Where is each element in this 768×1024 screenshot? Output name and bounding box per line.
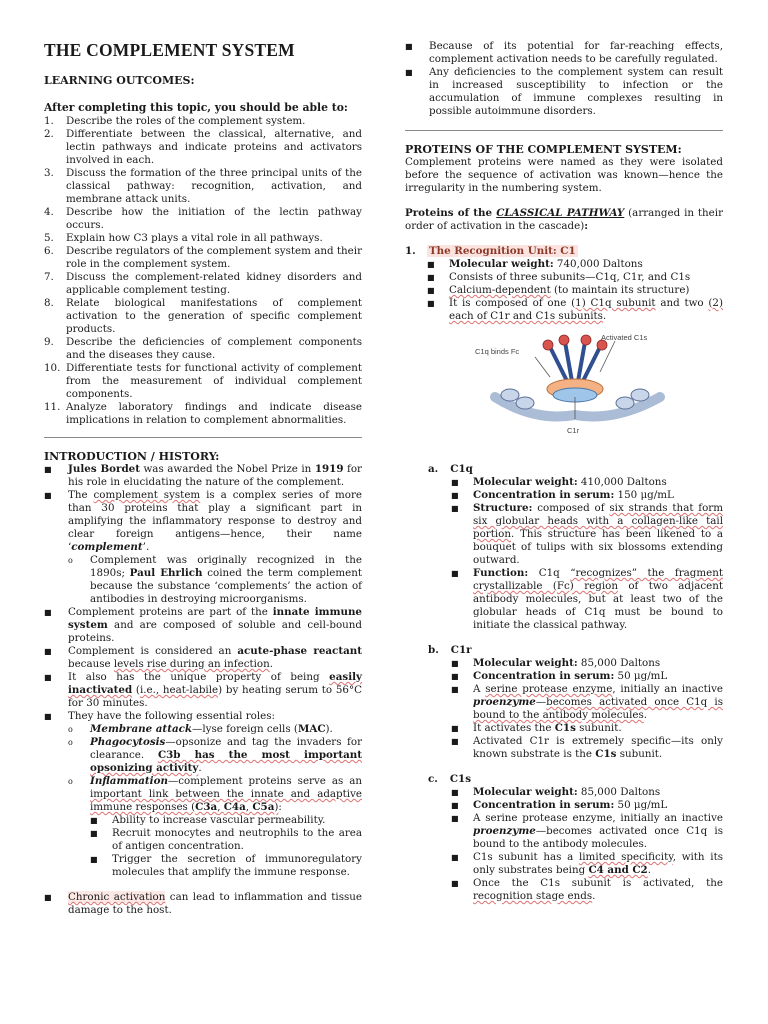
value: 740,000 Daltons [553, 258, 643, 270]
ehrlich-name: Paul Ehrlich [129, 567, 203, 579]
text: : [278, 801, 282, 813]
highlight-complement-system: complement system [93, 489, 201, 501]
term-phagocytosis: Phagocytosis [90, 736, 166, 748]
list-item [451, 722, 723, 735]
list-number: 5. [44, 232, 54, 244]
list-item [68, 554, 362, 606]
subunit-letter: c. [428, 773, 438, 785]
list-item [451, 812, 723, 851]
term-c1s: C1s [554, 722, 576, 734]
text: . [198, 762, 202, 774]
list-item [90, 827, 362, 853]
text: , [245, 801, 253, 813]
list-number: 3. [44, 167, 54, 179]
text: The [68, 489, 94, 501]
text: Complement was originally recognized in the 1890s; [90, 554, 362, 579]
list-number: 9. [44, 336, 54, 348]
square-bullet-icon: ■ [44, 673, 52, 682]
list-item [427, 284, 723, 297]
list-item [451, 786, 723, 799]
text: Ability to increase vascular permeability. [112, 814, 326, 826]
square-bullet-icon: ■ [451, 801, 459, 810]
subunit-name: C1r [450, 644, 472, 656]
value: 85,000 Daltons [577, 786, 661, 798]
left-column [44, 0, 362, 917]
text: subunit. [616, 748, 663, 760]
underlined-text: C4 and C2 [588, 864, 648, 876]
list-item [451, 851, 723, 877]
square-bullet-icon: ■ [90, 855, 98, 864]
recognition-unit-title: The Recognition Unit: C1 [429, 245, 576, 257]
underlined-text: i.e., heat-labile [139, 684, 219, 696]
underlined-text: Calcium-dependent [449, 284, 551, 296]
learning-outcome-text: Differentiate between the classical, alternative, and lectin pathways and indicate proteins and activators involved in each. [66, 128, 362, 166]
text: Because of its potential for far-reaching effects, complement activation needs to be carefully regulated. [429, 40, 723, 65]
learning-outcome-text: Describe the roles of the complement system. [66, 115, 306, 127]
subunit-letter: a. [428, 463, 439, 475]
square-bullet-icon: ■ [405, 42, 413, 51]
list-number: 8. [44, 297, 54, 309]
circle-bullet-icon: o [68, 738, 73, 747]
text: coined the term complement because the substance ‘complements’ the action of antibodies in destroying microorganisms. [90, 567, 362, 605]
learning-outcomes-lead: After completing this topic, you should be able to: [44, 101, 348, 114]
term-complement: complement [71, 541, 143, 553]
subunit-letter: b. [428, 644, 439, 656]
square-bullet-icon: ■ [451, 569, 459, 578]
term-innate-immune: innate immune system [68, 606, 362, 631]
underlined-text: serine protease enzyme [485, 683, 613, 695]
square-bullet-icon: ■ [451, 685, 459, 694]
c1-molecule-figure [475, 327, 675, 457]
list-item [68, 775, 362, 879]
text: Trigger the secretion of immunoregulatory molecules that amplify the immune response. [112, 853, 362, 878]
term-classical-pathway: CLASSICAL PATHWAY [496, 207, 625, 219]
subunit-c1r [428, 644, 723, 761]
text: C1q [528, 567, 571, 579]
square-bullet-icon: ■ [451, 724, 459, 733]
text: It also has the unique property of being [68, 671, 330, 683]
list-item [405, 66, 723, 118]
learning-outcome-item [44, 115, 362, 128]
learning-outcome-item [44, 297, 362, 336]
label: Molecular weight: [473, 476, 578, 488]
list-item [451, 489, 723, 502]
list-item [427, 271, 723, 284]
list-item [44, 891, 362, 917]
learning-outcome-item [44, 271, 362, 297]
figure-label-c1s: Activated C1s [601, 333, 648, 342]
underlined-text: “recognizes” the fragment crystallizable (Fc) region [473, 567, 723, 592]
square-bullet-icon: ■ [427, 260, 435, 269]
text: because [68, 658, 114, 670]
circle-bullet-icon: o [68, 725, 73, 734]
text: . [643, 709, 648, 721]
list-item [451, 502, 723, 567]
learning-outcome-item [44, 362, 362, 401]
underlined-text: six strands that form six globular heads with a collagen-like tail portion [473, 502, 723, 540]
underlined-text [90, 788, 362, 813]
text: A serine protease enzyme, initially an inactive [473, 812, 723, 824]
underlined-text: limited specificity [578, 851, 673, 863]
label: Concentration in serum: [473, 799, 615, 811]
square-bullet-icon: ■ [44, 647, 52, 656]
c1s-list [451, 786, 723, 903]
page-title: THE COMPLEMENT SYSTEM [44, 40, 295, 60]
text: . [647, 864, 651, 876]
term-easily-inactivated: easily inactivated [68, 671, 362, 696]
underlined-text: (2) each of C1r and C1s subunits [449, 297, 723, 322]
square-bullet-icon: ■ [451, 853, 459, 862]
square-bullet-icon: ■ [427, 273, 435, 282]
learning-outcome-item [44, 245, 362, 271]
text: — [535, 696, 547, 708]
square-bullet-icon: ■ [44, 712, 52, 721]
text: It is composed of one [449, 297, 572, 309]
list-number: 6. [44, 245, 54, 257]
text: . This structure has been likened to a bouquet of tulips with six blossoms extending outward. [473, 528, 723, 566]
figure-label-c1r: C1r [567, 426, 580, 435]
text: was awarded the Nobel Prize in [139, 463, 315, 475]
value: 50 μg/mL [614, 670, 668, 682]
term-c4a: C4a [223, 801, 246, 813]
list-number: 10. [44, 362, 61, 374]
section-divider [405, 130, 723, 131]
square-bullet-icon: ■ [451, 504, 459, 513]
text: (arranged in their order of activation in the cascade) [405, 207, 723, 232]
term-proenzyme: proenzyme [473, 696, 536, 708]
term-acute-phase: acute-phase reactant [237, 645, 362, 657]
square-bullet-icon: ■ [451, 788, 459, 797]
text: important link between the innate and adaptive immune responses ( [90, 788, 362, 813]
list-item [451, 735, 723, 761]
list-item [44, 710, 362, 879]
square-bullet-icon: ■ [451, 814, 459, 823]
learning-outcomes-list [44, 115, 362, 427]
text: Once the C1s subunit is activated, the [473, 877, 723, 889]
learning-outcome-item [44, 167, 362, 206]
list-item [427, 297, 723, 323]
list-item [405, 40, 723, 66]
sub-list [68, 554, 362, 606]
term-membrane-attack: Membrane attack [90, 723, 193, 735]
text: —opsonize and tag the invaders for clearance. [90, 736, 362, 761]
learning-outcome-item [44, 336, 362, 362]
list-item [68, 723, 362, 736]
text: Consists of three subunits—C1q, C1r, and C1s [449, 271, 691, 283]
square-bullet-icon: ■ [90, 829, 98, 838]
value: 410,000 Daltons [577, 476, 667, 488]
text: ’. [142, 541, 150, 553]
term-inflammation: Inflammation [90, 775, 168, 787]
text: (to maintain its structure) [550, 284, 690, 296]
underlined-text: (1) C1q subunit [571, 297, 656, 309]
text: subunit. [575, 722, 622, 734]
subunit-name: C1q [450, 463, 473, 475]
text: They have the following essential roles: [68, 710, 275, 722]
text: ) by heating serum to 56°C for 30 minutes. [68, 684, 362, 709]
value: 50 μg/mL [614, 799, 668, 811]
value: 85,000 Daltons [577, 657, 661, 669]
text: ). [325, 723, 333, 735]
learning-outcome-item [44, 401, 362, 427]
square-bullet-icon: ■ [451, 491, 459, 500]
text: , initially an inactive [612, 683, 724, 695]
circle-bullet-icon: o [68, 556, 73, 565]
square-bullet-icon: ■ [427, 286, 435, 295]
label: Molecular weight: [473, 657, 578, 669]
list-number: 11. [44, 401, 61, 413]
square-bullet-icon: ■ [44, 465, 52, 474]
square-bullet-icon: ■ [44, 491, 52, 500]
label: Function: [473, 567, 529, 579]
list-number: 2. [44, 128, 54, 140]
text: Complement is considered an [68, 645, 238, 657]
square-bullet-icon: ■ [451, 672, 459, 681]
text: : [584, 220, 589, 232]
list-item [451, 799, 723, 812]
learning-outcome-text: Describe the deficiencies of complement components and the diseases they cause. [66, 336, 362, 361]
text: —complement proteins serve as an [167, 775, 362, 787]
roles-list [68, 723, 362, 879]
list-item [44, 645, 362, 671]
underlined-text: becomes activated once C1q is bound to the antibody molecules [473, 696, 723, 721]
subunit-c1q [428, 463, 723, 632]
list-item [451, 567, 723, 632]
underlined-text: C3b has the most important opsonizing activity [90, 749, 362, 774]
label: Concentration in serum: [473, 489, 615, 501]
inflammation-sub-list [90, 814, 362, 879]
proteins-heading: PROTEINS OF THE COMPLEMENT SYSTEM: [405, 143, 682, 156]
intro-list [44, 463, 362, 917]
learning-outcome-text: Explain how C3 plays a vital role in all pathways. [66, 232, 323, 244]
c1q-list [451, 476, 723, 632]
square-bullet-icon: ■ [44, 893, 52, 902]
list-item [451, 657, 723, 670]
list-item [451, 670, 723, 683]
text: Recruit monocytes and neutrophils to the area of antigen concentration. [112, 827, 362, 852]
term-c3a: C3a [195, 801, 218, 813]
right-column [405, 0, 723, 903]
text: for his role in elucidating the nature of the complement. [68, 463, 362, 488]
circle-bullet-icon: o [68, 777, 73, 786]
learning-outcome-text: Describe regulators of the complement system and their role in the complement system. [66, 245, 362, 270]
term-c1s: C1s [595, 748, 617, 760]
list-number: 1. [405, 245, 416, 257]
recognition-unit [405, 245, 723, 323]
learning-outcome-text: Relate biological manifestations of complement activation to the generation of specific complement products. [66, 297, 362, 335]
list-item [90, 853, 362, 879]
label: Molecular weight: [473, 786, 578, 798]
label: Molecular weight: [449, 258, 554, 270]
list-number: 7. [44, 271, 54, 283]
learning-outcome-text: Discuss the formation of the three principal units of the classical pathway: recognition, activation, and membrane attack units. [66, 167, 362, 205]
label: Structure: [473, 502, 533, 514]
text: . [602, 310, 607, 322]
learning-outcome-item [44, 206, 362, 232]
regulation-list [405, 40, 723, 118]
list-item [451, 476, 723, 489]
text: Any deficiencies to the complement system can result in increased susceptibility to infection or the accumulation of immune complexes resulting in possible autoimmune disorders. [429, 66, 723, 117]
list-item [451, 877, 723, 903]
term-proenzyme: proenzyme [473, 825, 536, 837]
abbr-mac: MAC [297, 723, 326, 735]
list-item [44, 463, 362, 489]
text: can lead to inflammation and tissue damage to the host. [68, 891, 363, 916]
text: Proteins of the [405, 207, 497, 219]
underlined-text: levels rise during an infection [113, 658, 270, 670]
text: . [269, 658, 274, 670]
list-number: 4. [44, 206, 54, 218]
recognition-unit-list [427, 258, 723, 323]
text: —lyse foreign cells ( [192, 723, 298, 735]
square-bullet-icon: ■ [427, 299, 435, 308]
square-bullet-icon: ■ [405, 68, 413, 77]
figure-label-c1q: C1q binds Fc [475, 347, 520, 356]
text: . [592, 890, 596, 902]
list-item [44, 671, 362, 710]
square-bullet-icon: ■ [451, 879, 459, 888]
learning-outcome-text: Differentiate tests for functional activity of complement from the measurement of individual complement components. [66, 362, 362, 400]
subunit-c1s [428, 773, 723, 903]
square-bullet-icon: ■ [451, 659, 459, 668]
text: of two adjacent antibody molecules, but at least two of the globular heads of C1q must be bound to initiate the classical pathway. [473, 580, 723, 631]
list-item [44, 489, 362, 606]
square-bullet-icon: ■ [451, 478, 459, 487]
text: A [473, 683, 486, 695]
list-item [68, 736, 362, 775]
learning-outcome-text: Analyze laboratory findings and indicate disease implications in relation to complement abnormalities. [66, 401, 362, 426]
list-item [427, 258, 723, 271]
text: It activates the [473, 722, 555, 734]
text: , with its only substrates being [473, 851, 723, 876]
text: and two [655, 297, 709, 309]
learning-outcome-item [44, 232, 362, 245]
text: Complement proteins are part of the [68, 606, 273, 618]
highlight-chronic-activation: Chronic activation [68, 891, 166, 903]
square-bullet-icon: ■ [44, 608, 52, 617]
proteins-intro: Complement proteins were named as they were isolated before the sequence of activation was known—hence the irregularity in the numbering system. [405, 156, 723, 194]
learning-outcome-item [44, 128, 362, 167]
text: C1s subunit has a [473, 851, 579, 863]
label: Concentration in serum: [473, 670, 615, 682]
subunit-name: C1s [449, 773, 472, 785]
square-bullet-icon: ■ [451, 737, 459, 746]
learning-outcomes-heading: LEARNING OUTCOMES: [44, 74, 195, 87]
learning-outcome-text: Describe how the initiation of the lectin pathway occurs. [66, 206, 362, 231]
text: and are composed of soluble and cell-bound proteins. [68, 619, 362, 644]
bordet-name: Jules Bordet [68, 463, 140, 475]
c1r-list [451, 657, 723, 761]
underlined-text: recognition stage ends [473, 890, 593, 902]
term-c5a: C5a [252, 801, 275, 813]
text: is a complex series of more than 30 proteins that play a significant part in amplifying the inflammatory response to destroy and clear foreign antigens—hence, their name ‘ [68, 489, 362, 553]
section-divider [44, 437, 362, 438]
text: composed of [532, 502, 610, 514]
intro-heading: INTRODUCTION / HISTORY: [44, 450, 220, 463]
text: ) [274, 801, 279, 813]
list-item [44, 606, 362, 645]
text: Activated C1r is extremely specific—its only known substrate is the [473, 735, 723, 760]
list-item [90, 814, 362, 827]
text: , [217, 801, 224, 813]
classical-pathway-lead [405, 207, 723, 233]
value: 150 μg/mL [614, 489, 674, 501]
square-bullet-icon: ■ [90, 816, 98, 825]
learning-outcome-text: Discuss the complement-related kidney disorders and applicable complement testing. [66, 271, 362, 296]
text: ( [132, 684, 140, 696]
list-number: 1. [44, 115, 54, 127]
text: —becomes activated once C1q is bound to the antibody molecules. [473, 825, 723, 850]
nobel-year: 1919 [314, 463, 344, 475]
list-item [451, 683, 723, 722]
